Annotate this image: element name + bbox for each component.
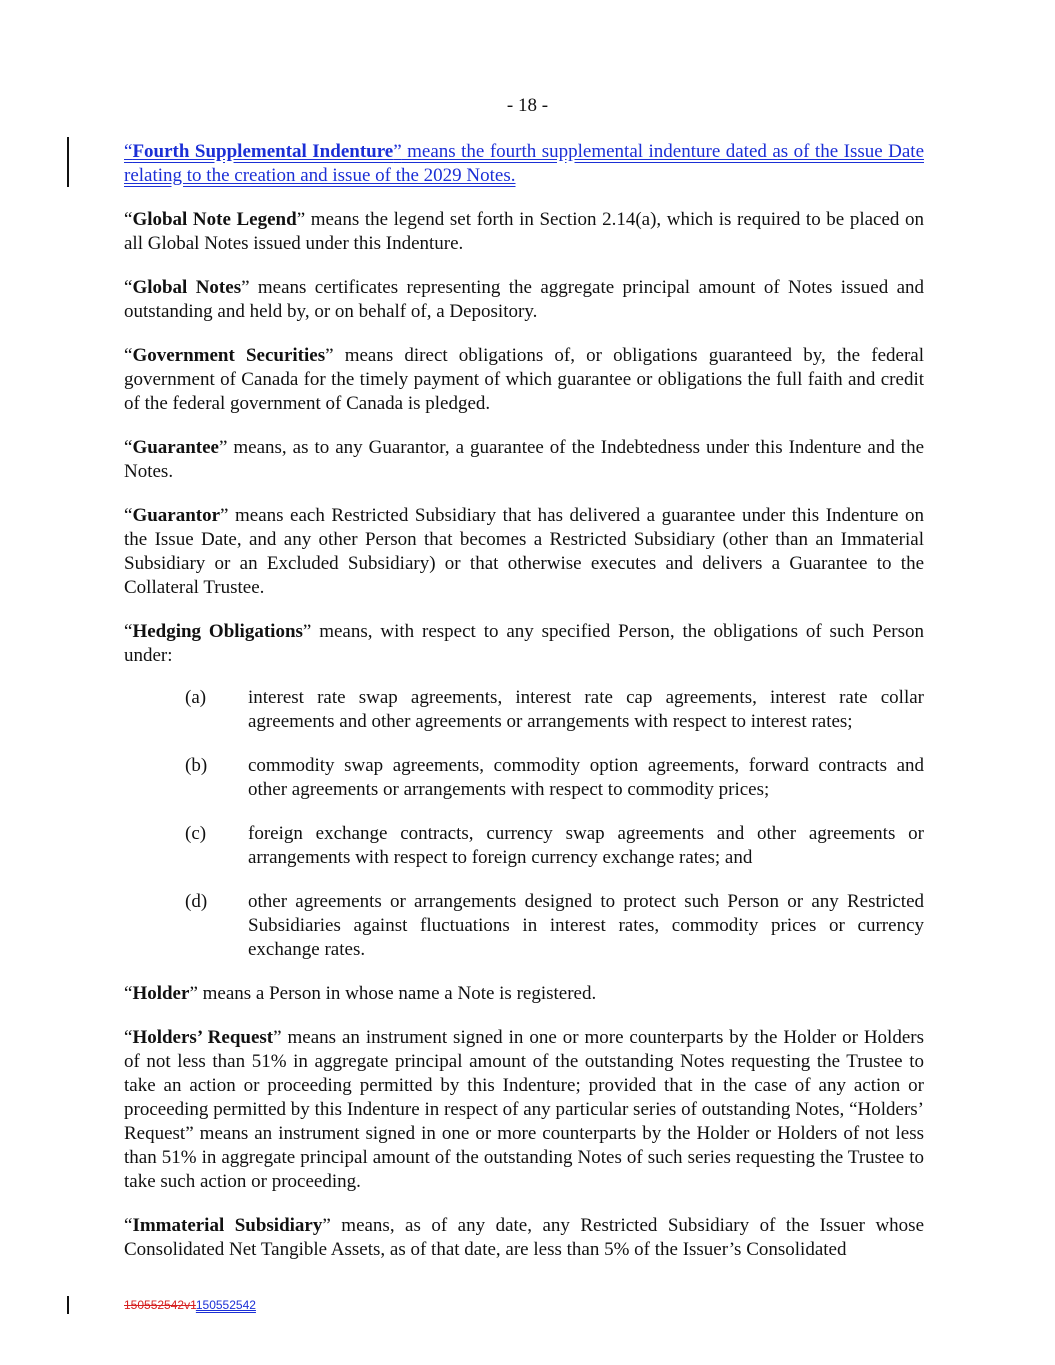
- list-item: (a) interest rate swap agreements, interest rate cap agreements, interest rate collar agreements and other agreements or arrangements with respect to interest rates;: [185, 687, 924, 732]
- list-item-letter: (d): [185, 891, 208, 912]
- definition-fourth-supplemental-indenture: “Fourth Supplemental Indenture” means the fourth supplemental indenture dated as of the Issue Date relating to the creation and issue of the 2029 Notes.: [124, 141, 924, 186]
- defined-term: Hedging Obligations: [132, 621, 303, 642]
- definition-guarantor: “Guarantor” means each Restricted Subsidiary that has delivered a guarantee under this Indenture on the Issue Date, and any other Person that becomes a Restricted Subsidiary (other than an Immaterial Subsidiary or an Excluded Subsidiary) or that otherwise executes and delivers a Guarantee to the Collateral Trustee.: [124, 505, 924, 598]
- change-bar-footer: [67, 1296, 69, 1314]
- definition-global-note-legend: “Global Note Legend” means the legend set forth in Section 2.14(a), which is required to be placed on all Global Notes issued under this Indenture.: [124, 209, 924, 254]
- list-item-letter: (a): [185, 687, 207, 708]
- definition-global-notes: “Global Notes” means certificates representing the aggregate principal amount of Notes issued and outstanding and held by, or on behalf of, a Depository.: [124, 277, 925, 322]
- document-body: [124, 140, 924, 1282]
- document-id-footer: [124, 1298, 256, 1312]
- defined-term: Guarantee: [132, 437, 219, 458]
- page-number: - 18 -: [506, 95, 549, 116]
- list-item: (d) other agreements or arrangements designed to protect such Person or any Restricted Subsidiaries against fluctuations in interest rates, commodity prices or currency exchange rates.: [185, 891, 924, 960]
- list-item-letter: (c): [185, 823, 207, 844]
- inserted-doc-id: 150552542: [195, 1298, 256, 1312]
- defined-term: Government Securities: [132, 345, 326, 366]
- defined-term: Global Note Legend: [132, 209, 297, 230]
- defined-term: Guarantor: [132, 505, 221, 526]
- hedging-obligations-list: [124, 686, 924, 962]
- list-item-letter: (b): [185, 755, 208, 776]
- defined-term: Global Notes: [132, 277, 242, 298]
- definition-immaterial-subsidiary: “Immaterial Subsidiary” means, as of any date, any Restricted Subsidiary of the Issuer whose Consolidated Net Tangible Assets, as of that date, are less than 5% of the Issuer’s Consolidated: [124, 1215, 925, 1260]
- definition-government-securities: “Government Securities” means direct obligations of, or obligations guaranteed by, the federal government of Canada for the timely payment of which guarantee or obligations the full faith and credit of the federal government of Canada is pledged.: [124, 345, 924, 414]
- change-bar-top: [67, 137, 69, 187]
- list-item: (c) foreign exchange contracts, currency swap agreements and other agreements or arrangements with respect to foreign currency exchange rates; and: [185, 823, 924, 868]
- defined-term: Immaterial Subsidiary: [132, 1215, 323, 1236]
- definition-holder: “Holder” means a Person in whose name a Note is registered.: [124, 983, 597, 1004]
- defined-term: Holders’ Request: [132, 1027, 274, 1048]
- deleted-doc-id: 150552542v1: [124, 1298, 196, 1312]
- defined-term: Fourth Supplemental Indenture: [132, 141, 394, 162]
- definition-guarantee: “Guarantee” means, as to any Guarantor, a guarantee of the Indebtedness under this Indenture and the Notes.: [124, 437, 924, 482]
- list-item: (b) commodity swap agreements, commodity option agreements, forward contracts and other agreements or arrangements with respect to commodity prices;: [185, 755, 924, 800]
- definition-holders-request: “Holders’ Request” means an instrument signed in one or more counterparts by the Holder or Holders of not less than 51% in aggregate principal amount of the outstanding Notes requesting the Trustee to take an action or proceeding permitted by this Indenture; provided that in the case of any action or proceeding permitted by this Indenture in respect of any particular series of outstanding Notes, “Holders’ Request” means an instrument signed in one or more counterparts by the Holder or Holders of not less than 51% in aggregate principal amount of the outstanding Notes of such series requesting the Trustee to take such action or proceeding.: [124, 1027, 924, 1192]
- defined-term: Holder: [132, 983, 190, 1004]
- definition-hedging-obligations: “Hedging Obligations” means, with respect to any specified Person, the obligations of such Person under:: [124, 621, 924, 666]
